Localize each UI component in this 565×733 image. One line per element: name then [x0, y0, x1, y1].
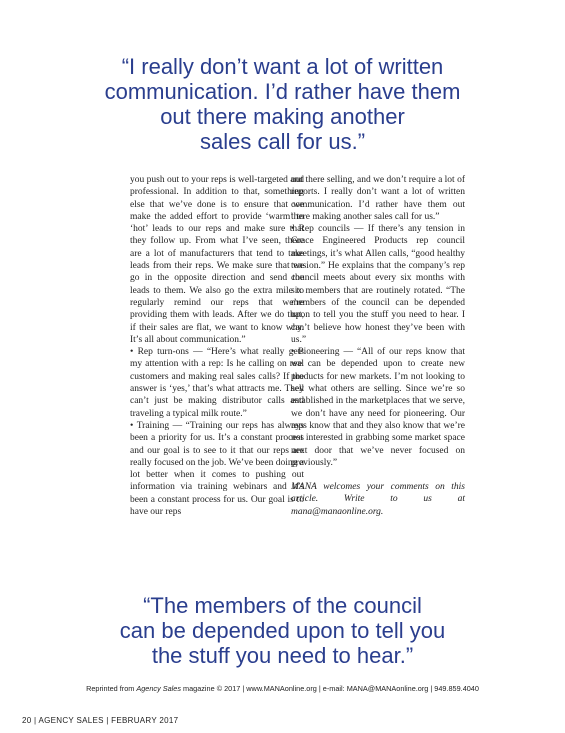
pull-quote-line: can be depended upon to tell you: [119, 618, 446, 643]
pull-quote-line: out there making another: [160, 104, 405, 129]
paragraph-intro: you push out to your reps is well-targeted and professional. In addition to that, something else that we’ve done is to ensure that we make the added effort to provide ‘warm’ to ‘hot’ leads to our reps and make sure that they follow up. From what I’ve seen, there are a lot of manufacturers that tend to take leads from their reps. We make sure that we go in the opposite direction and send the leads to them. We also go the extra mile to regularly remind our reps that we’re providing them with leads. After we do that, if their sales are flat, we want to know why. It’s all about communication.”: [130, 175, 304, 345]
article-column-right: [291, 174, 465, 518]
paragraph-pioneering: • Pioneering — “All of our reps know that we can be depended upon to create new products for new markets. I’m not looking to sell what others are selling. Since we’re so established in the marketplaces that we serve, we don’t have any need for pioneering. Our reps know that and they also know that we’re not interested in grabbing some market space next door that we’ve never focused on previously.”: [291, 347, 465, 468]
reprint-magazine: Agency Sales: [136, 684, 181, 693]
paragraph-continued: out there selling, and we don’t require a lot of reports. I really don’t want a lot of written communication. I’d rather have them out there making another sales call for us.”: [291, 175, 465, 222]
pull-quote-line: “I really don’t want a lot of written: [121, 54, 444, 79]
page-folio: 20 | AGENCY SALES | FEBRUARY 2017: [22, 716, 179, 725]
article-column-left: [130, 174, 304, 518]
pull-quote-line: communication. I’d rather have them: [104, 79, 461, 104]
pull-quote-top: [100, 54, 465, 154]
pull-quote-bottom: [100, 593, 465, 668]
pull-quote-line: the stuff you need to hear.”: [151, 643, 414, 668]
pull-quote-line: sales call for us.”: [199, 129, 366, 154]
reprint-notice: [0, 684, 565, 693]
paragraph-rep-turn-ons: • Rep turn-ons — “Here’s what really gets my attention with a rep: Is he calling on real customers and making real sales calls? If the answer is ‘yes,’ that’s what attracts me. They can’t just be making distributor calls and traveling a typical milk route.”: [130, 347, 304, 419]
reprint-suffix: magazine © 2017 | www.MANAonline.org | e-mail: MANA@MANAonline.org | 949.859.4040: [181, 684, 479, 693]
closing-note: MANA welcomes your comments on this article. Write to us at mana@manaonline.org.: [291, 482, 465, 517]
reprint-prefix: Reprinted from: [86, 684, 137, 693]
paragraph-rep-councils: • Rep councils — If there’s any tension in Grace Engineered Products rep council meetings, it’s what Allen calls, “good healthy tension.” He explains that the company’s rep council meets about every six months with six members that are routinely rotated. “The members of the council can be depended upon to tell you the stuff you need to hear. I can’t believe how honest they’ve been with us.”: [291, 224, 465, 345]
paragraph-training: • Training — “Training our reps has always been a priority for us. It’s a constant process and our goal is to see to it that our reps are really focused on the job. We’ve been doing a lot better when it comes to pushing out information via training webinars and it’s been a constant process for us. Our goal is to have our reps: [130, 420, 304, 518]
pull-quote-line: “The members of the council: [143, 593, 422, 618]
